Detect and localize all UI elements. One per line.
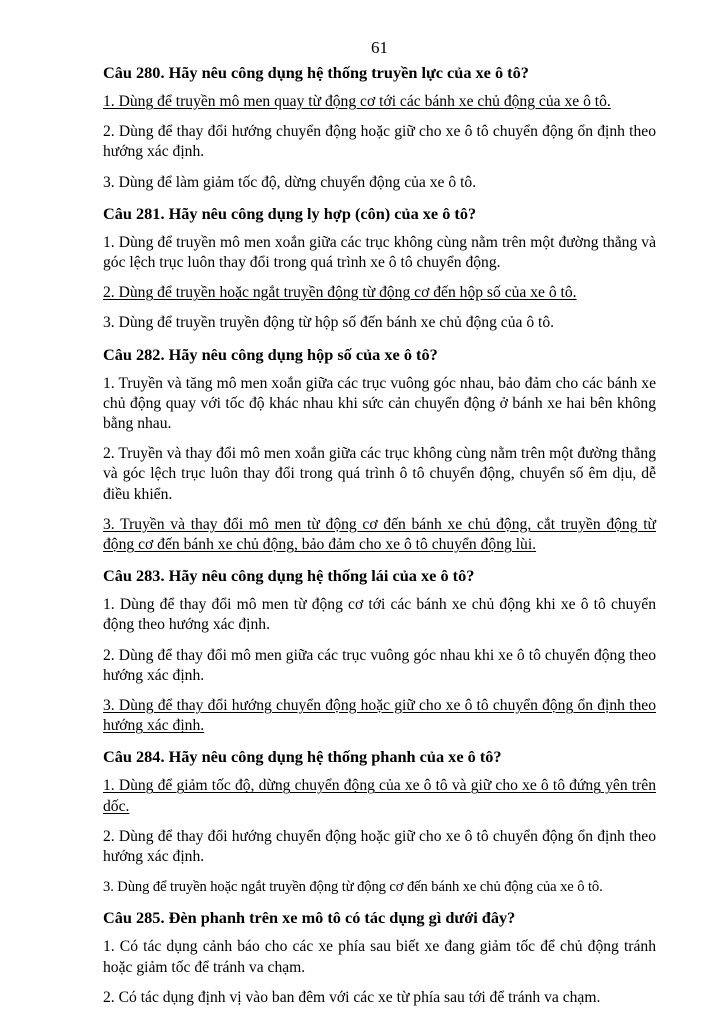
question-title: Câu 282. Hãy nêu công dụng hộp số của xe ô tô? — [103, 344, 438, 364]
option-correct: 3. Dùng để thay đổi hướng chuyển động hoặc giữ cho xe ô tô chuyển động ổn định theo hướng xác định. — [103, 697, 656, 735]
option: 2. Dùng để thay đổi hướng chuyển động hoặc giữ cho xe ô tô chuyển động ổn định theo hướng xác định. — [103, 123, 656, 161]
option: 1. Dùng để thay đổi mô men từ động cơ tới các bánh xe chủ động khi xe ô tô chuyển động theo hướng xác định. — [103, 596, 656, 634]
option: 2. Truyền và thay đổi mô men xoắn giữa các trục không cùng nằm trên một đường thẳng và góc lệch trục luôn thay đổi trong quá trình ô tô chuyển động, chuyển số êm dịu, dễ điều khiển. — [103, 445, 656, 503]
question-284 — [103, 746, 656, 897]
option-correct: 1. Dùng để truyền mô men quay từ động cơ tới các bánh xe chủ động của xe ô tô. — [103, 93, 611, 110]
question-title: Câu 285. Đèn phanh trên xe mô tô có tác dụng gì dưới đây? — [103, 908, 516, 928]
document-page — [103, 38, 656, 1018]
option: 3. Dùng để truyền truyền động từ hộp số đến bánh xe chủ động của ô tô. — [103, 314, 555, 332]
option: 1. Truyền và tăng mô men xoắn giữa các trục vuông góc nhau, bảo đảm cho các bánh xe chủ động quay với tốc độ khác nhau khi sức cản chuyển động ở bánh xe hai bên không bằng nhau. — [103, 374, 656, 433]
question-title: Câu 284. Hãy nêu công dụng hệ thống phanh của xe ô tô? — [103, 747, 502, 767]
question-281 — [103, 203, 656, 334]
option: 2. Có tác dụng định vị vào ban đêm với các xe từ phía sau tới để tránh va chạm. — [103, 988, 601, 1006]
question-title: Câu 281. Hãy nêu công dụng ly hợp (côn) của xe ô tô? — [103, 203, 477, 223]
question-285 — [103, 907, 656, 1008]
option: 3. Dùng để làm giảm tốc độ, dừng chuyển động của xe ô tô. — [103, 173, 477, 191]
option: 1. Dùng để truyền mô men xoắn giữa các trục không cùng nằm trên một đường thẳng và góc lệch trục luôn thay đổi trong quá trình xe ô tô chuyển động. — [103, 233, 656, 272]
question-title: Câu 280. Hãy nêu công dụng hệ thống truyền lực của xe ô tô? — [103, 63, 529, 82]
option: 2. Dùng để thay đổi mô men giữa các trục vuông góc nhau khi xe ô tô chuyển động theo hướng xác định. — [103, 646, 656, 684]
question-283 — [103, 565, 656, 736]
option: 3. Dùng để truyền hoặc ngắt truyền động từ động cơ đến bánh xe chủ động của xe ô tô. — [103, 879, 603, 896]
question-282 — [103, 344, 656, 556]
option-correct: 2. Dùng để truyền hoặc ngắt truyền động từ động cơ đến hộp số của xe ô tô. — [103, 284, 577, 302]
option: 1. Có tác dụng cảnh báo cho các xe phía sau biết xe đang giảm tốc để chủ động tránh hoặc giảm tốc để tránh va chạm. — [103, 938, 656, 976]
option: 2. Dùng để thay đổi hướng chuyển động hoặc giữ cho xe ô tô chuyển động ổn định theo hướng xác định. — [103, 827, 656, 866]
option-correct: 3. Truyền và thay đổi mô men từ động cơ đến bánh xe chủ động, cắt truyền động từ động cơ đến bánh xe chủ động, bảo đảm cho xe ô tô chuyển động lùi. — [103, 515, 656, 554]
question-280 — [103, 62, 656, 193]
page-number: 61 — [371, 38, 388, 57]
question-title: Câu 283. Hãy nêu công dụng hệ thống lái của xe ô tô? — [103, 566, 475, 586]
option-correct: 1. Dùng để giảm tốc độ, dừng chuyển động của xe ô tô và giữ cho xe ô tô đứng yên trên dốc. — [103, 777, 656, 815]
